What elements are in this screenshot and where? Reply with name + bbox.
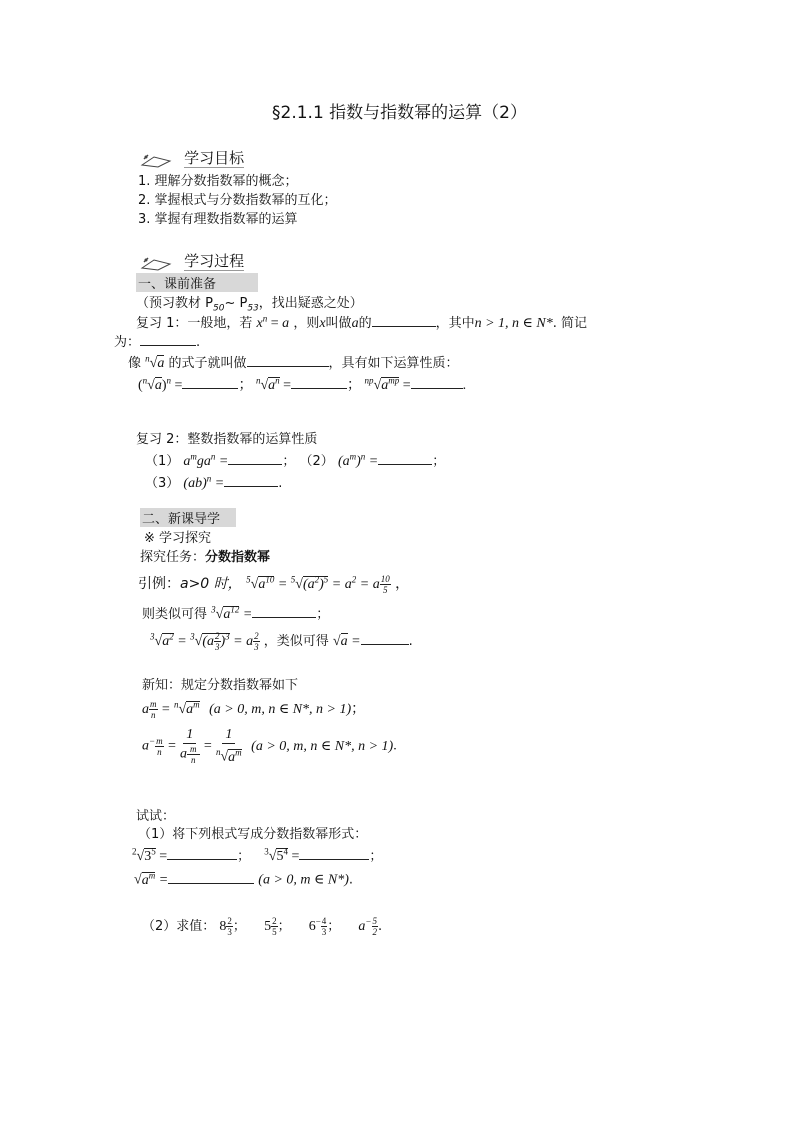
formula-sqrt-a: √a = <box>332 634 361 649</box>
answer-blank[interactable] <box>252 605 316 618</box>
formula-a2: $^3√a^2 = ^3√(a$ $\frac{2}{3}$ )$^3$ = a $\frac{2}{3}$ <box>150 631 259 653</box>
process-title: 学习过程 <box>184 252 245 270</box>
answer-blank[interactable] <box>224 474 278 487</box>
definition-cond: (a > 0, m, n ∈ N*, n > 1) <box>209 702 352 717</box>
eval-1: 8 $\frac{2}{3}$ <box>219 916 232 938</box>
try1-line3: $√a^m = (a > 0$, m ∈ N*). <box>134 870 354 888</box>
answer-blank[interactable] <box>372 314 436 327</box>
try1-formulas <box>132 845 382 865</box>
preview-text-mid: ~ P <box>224 296 248 311</box>
formula-example: $^5√a^{10} = ^5√(a^2)^5 = a^2 = a$ $\frac{10}{5}$ <box>246 574 390 596</box>
definition-2: a− $\frac{m}{n}$ = 1 a $\frac{m}{n}$ = $\frac{1}{^n√a^m}$ (a > 0, m, n ∈ N*, n > 1). <box>142 727 397 766</box>
sep: . <box>278 476 283 491</box>
review2-line2 <box>145 472 282 492</box>
try1-line: （1）将下列根式写成分数指数幂形式： <box>138 827 368 842</box>
task-prefix: 探究任务： <box>140 550 206 565</box>
like-text: ，具有如下运算性质： <box>328 356 459 371</box>
eval-2: 5 $\frac{2}{5}$ <box>264 916 277 938</box>
formula-sqrt-am: $√a^m$ = <box>134 870 169 888</box>
prop-2: $^n√a^n$ = <box>255 375 292 393</box>
goal-item-1: 1. 理解分数指数幂的概念； <box>138 174 298 189</box>
answer-blank[interactable] <box>167 847 237 860</box>
part1-label: 一、课前准备 <box>136 273 258 292</box>
review1-text: 的 <box>358 316 372 331</box>
answer-blank[interactable] <box>228 452 282 465</box>
process-heading <box>140 250 244 272</box>
eval-3: 6− $\frac{4}{3}$ <box>308 916 327 938</box>
preview-text-end: ，找出疑惑之处） <box>258 296 363 311</box>
like-text: 的式子就叫做 <box>168 356 247 371</box>
page-title: §2.1.1 指数与指数幂的运算（2） <box>272 103 527 123</box>
similar1-line <box>142 603 329 623</box>
pencil-book-icon <box>140 151 172 169</box>
explore-label: ※ 学习探究 <box>144 531 212 546</box>
goal-item-2: 2. 掌握根式与分数指数幂的互化； <box>138 193 337 208</box>
sep: ； <box>237 849 251 864</box>
preview-text: （预习教材 P <box>136 296 213 311</box>
item-num: （1） <box>145 454 180 469</box>
formula-ab-n: (ab)$^n$ = <box>183 473 225 491</box>
goal-item-3: 3. 掌握有理数指数幂的运算 <box>138 212 298 227</box>
radical-n-a: $^n$√a <box>145 353 165 371</box>
review1-text: ，其中 <box>435 316 475 331</box>
formula-a12: $^3√a^{12}$ = <box>211 604 253 622</box>
sep: ； <box>282 454 296 469</box>
task-line <box>140 546 270 565</box>
formula-xn-a: $x^n = a$ <box>256 313 290 331</box>
sep: ； <box>369 849 383 864</box>
similar2-line <box>150 630 413 652</box>
example-text: 引例： <box>138 576 180 592</box>
sep: . <box>408 634 413 649</box>
definition-cond: (a > 0, m, n ∈ N*, n > 1) <box>251 738 394 754</box>
similar-text: ，类似可得 <box>263 634 329 649</box>
review1-text: 叫做 <box>325 316 352 331</box>
review1-text: . <box>196 335 201 350</box>
item-num: （2） <box>299 454 334 469</box>
prop-3: $^{np}√a^{mp}$ = <box>364 375 411 393</box>
pencil-book-icon <box>140 254 172 272</box>
review1-condition: n > 1, n ∈ N* <box>474 316 553 331</box>
review1-text: ，则 <box>293 316 320 331</box>
goals-heading <box>140 147 244 169</box>
try-title: 试试： <box>136 809 176 824</box>
sep: ； <box>316 607 330 622</box>
sep: ； <box>432 454 446 469</box>
review1-line1: 复习 1：一般地，若 $x^n = a$ ，则x叫做a的 ，其中n > 1, n ∈ N*. 简记 <box>136 313 588 331</box>
sep: ； <box>347 378 362 393</box>
properties-line <box>138 374 466 394</box>
part2-label: 二、新课导学 <box>140 508 236 527</box>
task-topic: 分数指数幂 <box>205 550 271 565</box>
formula-am-an: $a^mga^n$ = <box>183 451 229 469</box>
answer-blank[interactable] <box>291 376 347 389</box>
like-line <box>128 352 459 372</box>
item-num: （3） <box>145 476 180 491</box>
formula-3-5: $^2√3^5$ = <box>132 846 168 864</box>
example-line: 引例：a>0 时， $^5√a^{10} = ^5√(a^2)^5 = a^2 = a$ $\frac{10}{5}$ ， <box>138 574 410 596</box>
example-cond: a>0 时， <box>180 576 242 592</box>
sep: . <box>462 378 467 393</box>
answer-blank[interactable] <box>378 452 432 465</box>
review1-text: 复习 1：一般地，若 <box>136 316 253 331</box>
try-cond: (a > 0, m ∈ N*) <box>258 872 349 888</box>
answer-blank[interactable] <box>247 354 329 367</box>
goals-title: 学习目标 <box>184 149 245 167</box>
review2-line1 <box>145 450 445 470</box>
answer-blank[interactable] <box>361 632 409 645</box>
answer-blank[interactable] <box>299 847 369 860</box>
answer-blank[interactable] <box>411 376 463 389</box>
review1-line2 <box>114 331 200 350</box>
review1-text: . 简记 <box>552 316 588 331</box>
formula-5-4: $^3√5^4$ = <box>264 846 300 864</box>
try2-line: （2）求值： 8 $\frac{2}{3}$ ； 5 $\frac{2}{5}$ ； 6− $\frac{4}{3}$ ； a− $\frac{5}{2}$ . <box>142 916 383 938</box>
sep: ； <box>238 378 253 393</box>
eval-4: a− $\frac{5}{2}$ <box>358 916 377 938</box>
preview-page-start: 50 <box>212 303 225 314</box>
prop-1: $(^n√a)^n$ = <box>138 375 183 393</box>
similar-text: 则类似可得 <box>142 607 208 622</box>
answer-blank[interactable] <box>168 871 254 884</box>
preview-page-end: 53 <box>247 303 259 314</box>
definition-1: a $\frac{m}{n}$ = $^n√a^m$ (a > 0, m, n ∈ N*, n > 1)； <box>142 699 366 721</box>
answer-blank[interactable] <box>182 376 238 389</box>
like-text: 像 <box>128 356 142 371</box>
preview-note <box>136 292 363 314</box>
review1-text: 为： <box>114 335 141 350</box>
review2-title: 复习 2：整数指数幂的运算性质 <box>136 432 318 447</box>
newknow-line: 新知：规定分数指数幂如下 <box>142 678 299 693</box>
answer-blank[interactable] <box>140 333 196 346</box>
formula-am-n: $(a^m)^n$ = <box>337 451 379 469</box>
try2-text: （2）求值： <box>142 919 216 934</box>
